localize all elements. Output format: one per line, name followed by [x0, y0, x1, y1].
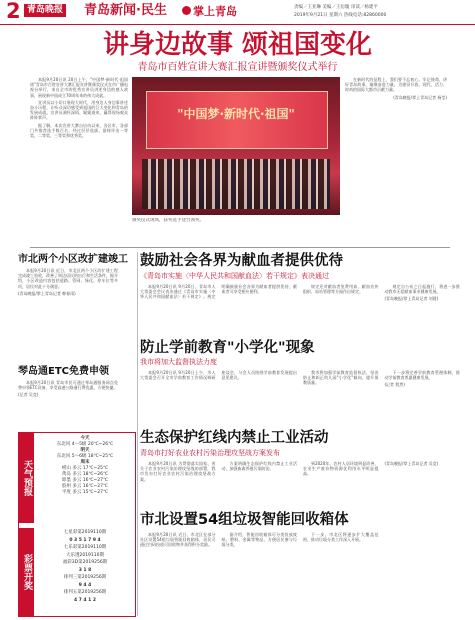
- lead-subheadline: 青岛市百姓宣讲大赛汇报宣讲暨颁奖仪式举行: [137, 62, 338, 73]
- byline: (青岛晚报/掌上青岛记者 吴竞): [384, 461, 439, 466]
- app-badge: [182, 4, 237, 17]
- byline: (青岛晚报/掌上青岛记者 刘建): [384, 296, 439, 302]
- paragraph: 本报9月20日讯 近日，市北区两个小区改扩建工程完成竣工验收，改善了周边居民的出行和生活条件。据介绍，小区改造内容包括道路、管网、绿化、停车位等多项，居民对此十分满意。: [18, 268, 118, 289]
- paragraph: 下一步将完善学前教育管理体制，推动学前教育普惠健康发展。: [384, 370, 460, 381]
- district-row: 即墨 多云 16℃~27℃: [61, 478, 109, 483]
- byline: (记者 吴竞): [18, 392, 39, 398]
- lead-byline: (青岛晚报/掌上青岛记者 杨莹): [393, 94, 447, 100]
- photo-caption: 颁奖仪式现场，获奖选手登台领奖。: [132, 218, 204, 223]
- paragraph: 我市将加强学前教育监督执法，坚决防止和纠正幼儿园"小学化"倾向，提升保教质量。: [303, 370, 379, 386]
- lottery-content: [37, 529, 133, 604]
- article-body: [18, 380, 118, 430]
- lottery-row: 0 3 5 1 7 9 4: [69, 537, 101, 543]
- lottery-label: 彩票开奖: [22, 554, 32, 590]
- lottery-vertical-title: [19, 528, 34, 616]
- mid-subheadline: 《青岛市实施〈中华人民共和国献血法〉若干规定》表决通过: [140, 272, 329, 280]
- lead-photo: [132, 77, 340, 215]
- masthead-rule: [0, 24, 475, 25]
- small-body: [140, 370, 460, 428]
- stage-people: [142, 159, 330, 209]
- weather-vertical-title: [19, 433, 34, 523]
- paper-logo: [24, 4, 66, 17]
- lottery-row: 3 1 8: [78, 567, 92, 573]
- paragraph: 下一步，市北区将逐步扩大覆盖范围，推动垃圾分类工作深入开展。: [303, 532, 379, 543]
- lottery-row: 9 4 4: [78, 582, 92, 588]
- lottery-row: 排列三第2019256期: [63, 575, 107, 580]
- editor-info: 责编／王亚琳 美编／王衍璇 审读／杨建平: [294, 5, 378, 10]
- today-label: 今天: [80, 436, 90, 441]
- paper-name: 青岛晚报: [27, 5, 64, 15]
- lead-column-1: [30, 77, 128, 245]
- section-title: 青岛新闻·民生: [84, 3, 167, 18]
- date-line: 2019年9月21日 星期六 热线电话:82860000: [294, 13, 387, 18]
- district-row: 平度 多云 15℃~27℃: [61, 490, 109, 495]
- district-row: 黄岛 多云 18℃~26℃: [61, 472, 109, 477]
- paragraph: 本报9月20日讯 近日，市北区在部分社区设置54组垃圾智能回收箱体，居民可通过扫码投放可回收物并获得积分奖励。: [140, 532, 216, 548]
- lead-headline: 讲身边故事 颂祖国变化: [102, 30, 373, 60]
- photo-banner-text: "中国梦·新时代·祖国": [177, 107, 295, 121]
- page-number: 2: [6, 0, 21, 23]
- small-subheadline: 我市将加大监督执法力度: [140, 358, 217, 366]
- weather-box: [18, 432, 136, 617]
- eco-subheadline: 青岛市打好农业农村污染治理攻坚战方案发布: [140, 449, 280, 457]
- lottery-row: 4 7 4 1 2: [74, 597, 96, 603]
- lottery-row: 排列五第2019256期: [63, 590, 107, 595]
- districts-label: 周末: [80, 460, 90, 465]
- mid-body: [140, 284, 460, 334]
- lottery-row: 福彩3D第2019256期: [62, 560, 108, 565]
- lead-paragraph: 据了解，本次宣讲大赛自启动以来，各区市、各部门共推荐选手数百名，经过层层选拔，最终评出一等奖、二等奖、三等奖和优秀奖。: [30, 122, 128, 139]
- paragraph: 本报9月20日讯 青岛市民可通过琴岛通服务网点免费申领ETC设备，享受高速公路通行费优惠，方便快捷。: [18, 380, 118, 391]
- byline: (记者 程然): [384, 382, 405, 388]
- masthead: [0, 0, 475, 24]
- lead-paragraph: 宣讲员以小切口展现大时代，用身边人身边事讲述奋斗历程，让听众深切感受到祖国的巨大变化和青岛的发展成就。宣讲员满怀深情、娓娓道来，赢得现场观众阵阵掌声。: [30, 99, 128, 121]
- lead-paragraph: 在新时代的征程上，我们要不忘初心、牢记使命，讲好青岛故事，凝聚奋进力量，为建设开放、现代、活力、时尚的国际大都市贡献力量。: [345, 77, 447, 93]
- paragraph: 本报9月20日讯 为贯彻落实国家、省关于农业农村污染治理攻坚战的部署，我市发布打好农业农村污染治理攻坚战方案。: [140, 461, 216, 482]
- weather-label: 天气预报: [22, 460, 32, 496]
- lottery-row: 七乐彩第2019110期: [63, 545, 107, 550]
- lottery-row: 大乐透2019110期: [65, 552, 105, 558]
- paragraph: 本报9月20日讯 9月20日，青岛市人大常委会会议表决通过《青岛市实施〈中华人民共和国献血法〉若干规定》。规定明确鼓励社会各界为献血者提供优待，献血者可享受相应便利。: [140, 284, 297, 300]
- paragraph: 规定还对献血者免费用血、献血宣传组织、血站管理等方面作出规定。: [303, 284, 379, 295]
- mid-headline: 鼓励社会各界为献血者提供优待: [140, 253, 343, 269]
- weather-content: [37, 436, 133, 496]
- paragraph: 本报9月20日讯 9月20日上午，市人大常委会召开全市学前教育工作情况调研座谈会，与会人员围绕学前教育发展提出意见建议。: [140, 370, 297, 381]
- paragraph: 到2020年，农村人居环境明显改善，农业生产废弃物资源化利用水平明显提高。: [303, 461, 379, 477]
- eco-body: [140, 461, 460, 509]
- last-body: [140, 532, 460, 616]
- column-divider: [137, 252, 138, 616]
- lottery-row: 七星彩第2019110期: [63, 530, 107, 535]
- tomorrow-forecast: 东北风 5～6级 18℃~25℃: [56, 454, 114, 459]
- eco-headline: 生态保护红线内禁止工业活动: [140, 430, 329, 446]
- lead-column-3: [345, 77, 447, 245]
- article-title: 琴岛通ETC免费申领: [18, 366, 109, 377]
- paragraph: 据介绍，智能回收箱体可分类投放废纸、塑料、金属等物品，方便居民参与垃圾分类。: [221, 532, 297, 548]
- district-row: 崂山 多云 17℃~25℃: [61, 466, 109, 471]
- article-title: 市北两个小区改扩建竣工: [18, 254, 128, 265]
- tomorrow-label: 明天: [80, 448, 90, 453]
- byline: (青岛晚报/掌上青岛记者 韩春雨): [18, 290, 76, 296]
- app-name: 掌上青岛: [193, 4, 237, 18]
- district-row: 胶州 多云 16℃~27℃: [61, 484, 109, 489]
- last-headline: 市北设置54组垃圾智能回收箱体: [140, 512, 349, 528]
- small-headline: 防止学前教育"小学化"现象: [140, 340, 315, 356]
- section-rule: [30, 247, 450, 248]
- lead-paragraph: 本报9月20日讯 20日上午，"中国梦·新时代·祖国颂"青岛市百姓宣讲大赛汇报宣讲暨颁奖仪式在市广播电视台举行，来自全市的优秀宣讲员讲述身边的感人故事，展现新中国成立70周年来的伟大成就。: [30, 77, 128, 98]
- article-body: [18, 268, 118, 366]
- today-forecast: 东北风 4～5级 20℃~26℃: [56, 442, 114, 447]
- paragraph: 方案明确生态保护红线内禁止工业活动，加强畜禽养殖污染防治。: [221, 461, 297, 472]
- paragraph: 规定自公布之日起施行，将进一步推动我市无偿献血事业健康发展。: [384, 284, 460, 295]
- app-icon: [182, 6, 191, 15]
